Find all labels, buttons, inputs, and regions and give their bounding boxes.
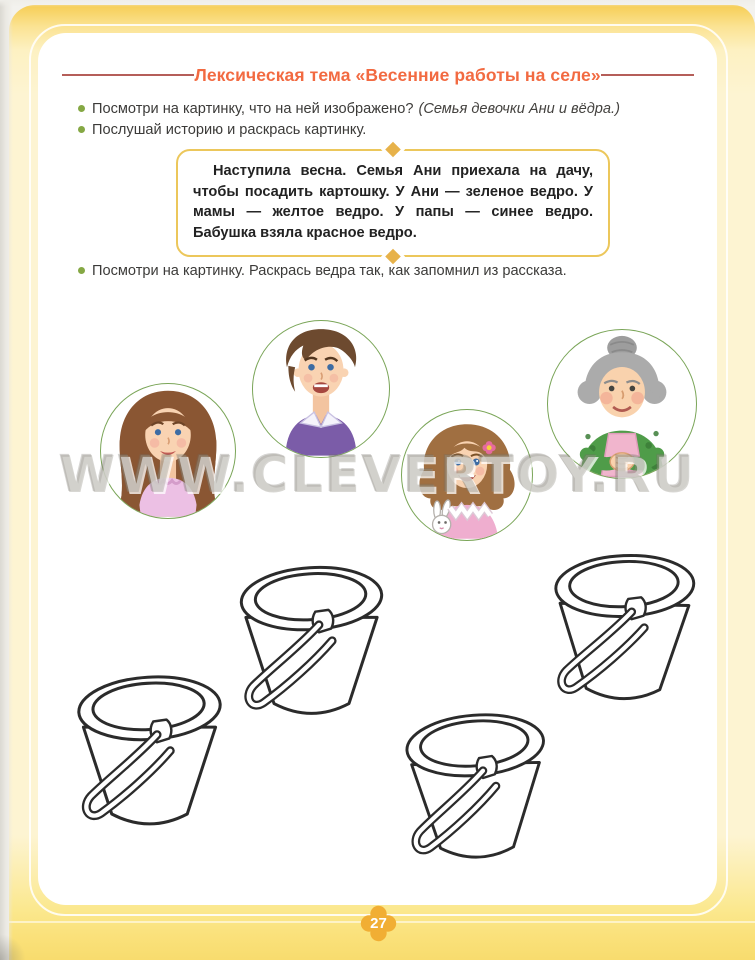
bullet-dot-icon bbox=[78, 267, 85, 274]
page-title: Лексическая тема «Весенние работы на селе» bbox=[194, 64, 601, 85]
bucket-outline-2 bbox=[549, 550, 700, 714]
instruction-answer-note: (Семья девочки Ани и вёдра.) bbox=[418, 101, 620, 117]
bucket-outline-3 bbox=[74, 672, 225, 838]
scan-corner-shadow bbox=[0, 934, 26, 960]
scan-top-edge bbox=[0, 0, 755, 7]
babushka-illustration bbox=[548, 330, 696, 478]
bucket-outline-4 bbox=[402, 708, 551, 874]
page-number-badge bbox=[360, 905, 397, 942]
header-rule-left bbox=[62, 74, 194, 76]
bucket-outline-1 bbox=[236, 563, 387, 727]
anya-illustration bbox=[402, 410, 532, 540]
papa-portrait bbox=[252, 320, 390, 458]
mama-portrait bbox=[100, 383, 236, 519]
papa-illustration bbox=[253, 321, 389, 457]
instruction-item bbox=[78, 262, 698, 280]
bullet-dot-icon bbox=[78, 126, 85, 133]
page-header bbox=[62, 62, 694, 88]
instruction-text: Посмотри на картинку. Раскрась ведра так, как запомнил из рассказа. bbox=[92, 263, 567, 279]
instruction-item bbox=[78, 100, 620, 118]
site-watermark: WWW.CLEVERTOY.RU bbox=[59, 446, 696, 505]
page-number: 27 bbox=[370, 915, 387, 932]
story-box bbox=[176, 149, 610, 257]
anya-girl-portrait bbox=[401, 409, 533, 541]
instruction-item bbox=[78, 121, 366, 139]
babushka-portrait bbox=[547, 329, 697, 479]
instruction-text: Послушай историю и раскрась картинку. bbox=[92, 122, 367, 138]
mama-illustration bbox=[101, 384, 235, 518]
scan-spine-shadow bbox=[0, 0, 13, 960]
instruction-text: Посмотри на картинку, что на ней изображено? bbox=[92, 101, 414, 117]
story-text: Наступила весна. Семья Ани приехала на дачу, чтобы посадить картошку. У Ани — зеленое ведро. У мамы — желтое ведро. У папы — синее ведро. Бабушка взяла красное ведро. bbox=[193, 163, 593, 242]
bullet-dot-icon bbox=[78, 105, 85, 112]
header-rule-right bbox=[601, 74, 694, 76]
